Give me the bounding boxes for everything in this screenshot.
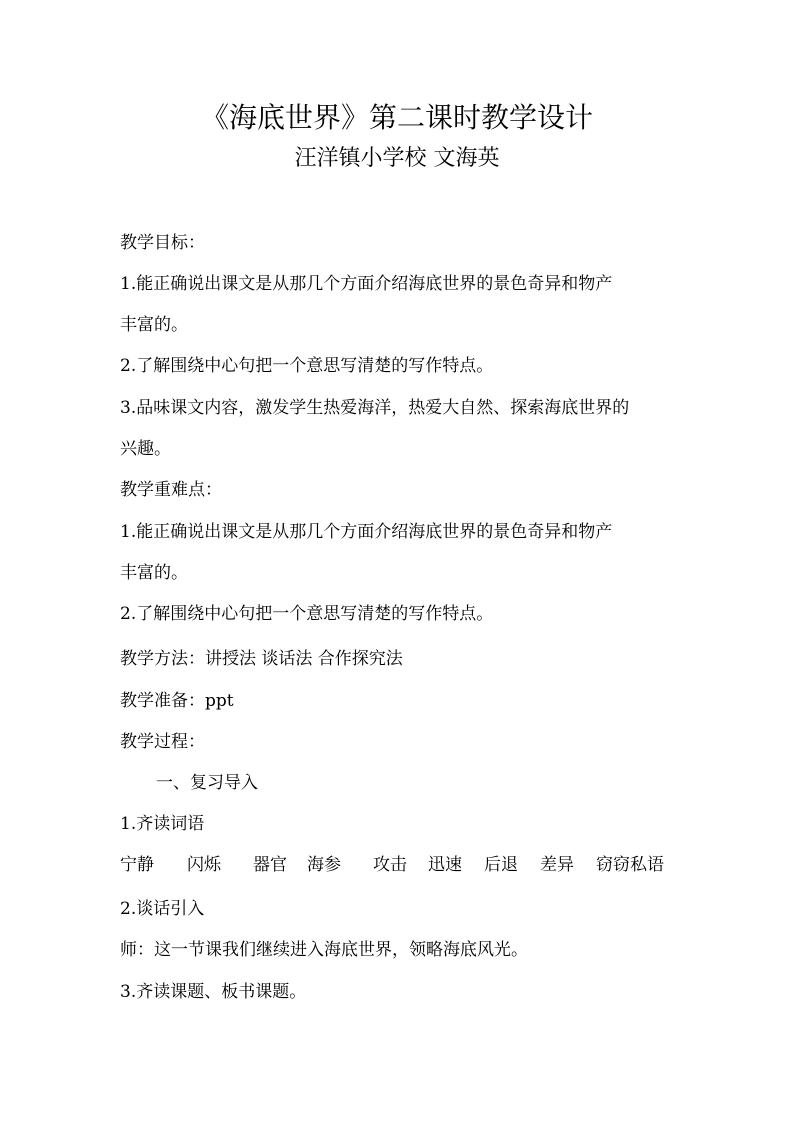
author-line: 汪洋镇小学校 文海英 (294, 146, 500, 171)
step-line: 3.齐读课题、板书课题。 (120, 982, 307, 1002)
teacher-line: 师：这一节课我们继续进入海底世界，领略海底风光。 (120, 940, 528, 960)
step-line: 2.谈话引入 (120, 899, 205, 919)
vocab-word: 迅速 (428, 855, 462, 875)
objective-line: 2.了解围绕中心句把一个意思写清楚的写作特点。 (120, 356, 494, 376)
vocab-word: 攻击 (373, 855, 407, 875)
vocab-word: 后退 (484, 855, 518, 875)
objective-line: 3.品味课文内容，激发学生热爱海洋，热爱大自然、探索海底世界的 (120, 398, 630, 418)
document-title: 《海底世界》第二课时教学设计 (200, 101, 593, 134)
objective-line: 1.能正确说出课文是从那几个方面介绍海底世界的景色奇异和物产 (120, 274, 613, 294)
vocab-word: 闪烁 (187, 855, 221, 875)
key-point-line: 1.能正确说出课文是从那几个方面介绍海底世界的景色奇异和物产 (120, 522, 613, 542)
step-line: 1.齐读词语 (120, 814, 205, 834)
objective-line: 兴趣。 (120, 439, 171, 459)
vocab-word: 器官 (253, 855, 287, 875)
key-point-line: 2.了解围绕中心句把一个意思写清楚的写作特点。 (120, 604, 494, 624)
process-heading: 教学过程： (120, 732, 205, 752)
section-heading: 一、复习导入 (156, 773, 258, 793)
objective-line: 丰富的。 (120, 315, 188, 335)
methods-line: 教学方法：讲授法 谈话法 合作探究法 (120, 649, 403, 669)
preparation-line: 教学准备：ppt (120, 691, 234, 711)
key-point-line: 丰富的。 (120, 563, 188, 583)
objectives-heading: 教学目标： (120, 233, 205, 253)
vocab-word: 差异 (540, 855, 574, 875)
vocab-word: 海参 (307, 855, 341, 875)
key-points-heading: 教学重难点： (120, 480, 222, 500)
vocab-word: 宁静 (120, 855, 154, 875)
vocab-word: 窃窃私语 (596, 855, 664, 875)
